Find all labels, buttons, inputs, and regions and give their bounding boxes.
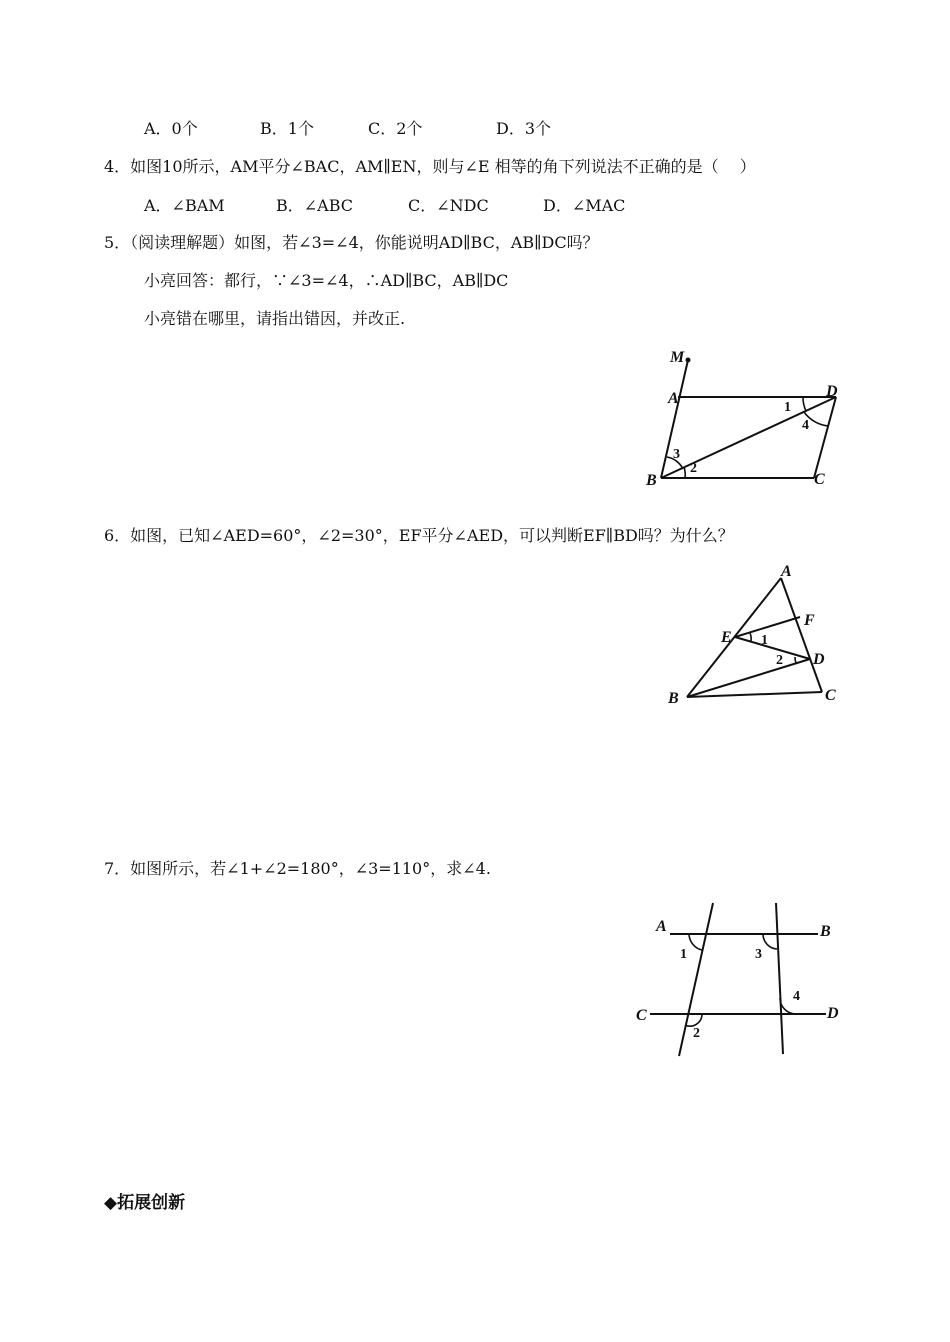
q7-question: 7．如图所示，若∠1+∠2=180°，∠3=110°，求∠4. [104,859,491,878]
q5-prompt: 小亮错在哪里，请指出错因，并改正. [144,309,406,328]
q3-option-a: A．0个 [144,119,198,138]
q7-point-a: A [656,918,667,935]
q5-point-m: M [670,349,685,366]
q5-question: 5．（阅读理解题）如图，若∠3=∠4，你能说明AD∥BC，AB∥DC吗？ [104,233,599,252]
q5-angle-3: 3 [673,447,680,462]
q6-point-d: D [813,651,825,668]
q6-angle-1: 1 [761,633,768,648]
q4-option-c: C．∠NDC [408,196,489,215]
q5-point-d: D [826,383,838,400]
q3-option-b: B．1个 [260,119,314,138]
q7-angle-2: 2 [693,1026,700,1041]
q6-angle-2: 2 [776,653,783,668]
q3-option-d: D．3个 [496,119,552,138]
q6-point-f: F [804,612,815,629]
q4-option-a: A．∠BAM [144,196,225,215]
q5-point-b: B [646,472,657,489]
q7-angle-3: 3 [755,947,762,962]
q6-question: 6．如图，已知∠AED=60°，∠2=30°，EF平分∠AED，可以判断EF∥BD吗？为什么？ [104,526,734,545]
q7-point-d: D [827,1005,839,1022]
q5-point-c: C [814,471,825,488]
q7-angle-4: 4 [793,989,800,1004]
q7-point-b: B [820,923,831,940]
q6-point-a: A [781,563,792,580]
q6-point-b: B [668,690,679,707]
section-heading: ◆拓展创新 [104,1193,186,1213]
q4-question: 4．如图10所示，AM平分∠BAC，AM∥EN，则与∠E 相等的角下列说法不正确的是（ ） [104,157,756,176]
q7-angle-1: 1 [680,947,687,962]
q7-point-c: C [636,1007,647,1024]
q6-point-c: C [825,687,836,704]
q5-angle-1: 1 [784,400,791,415]
q4-option-d: D．∠MAC [543,196,626,215]
q5-angle-2: 2 [690,461,697,476]
q4-option-b: B．∠ABC [276,196,354,215]
q3-option-c: C．2个 [368,119,423,138]
q6-point-e: E [721,629,732,646]
q5-point-a: A [668,390,679,407]
q5-angle-4: 4 [802,418,809,433]
q5-answer: 小亮回答：都行，∵∠3=∠4，∴AD∥BC，AB∥DC [144,271,509,290]
